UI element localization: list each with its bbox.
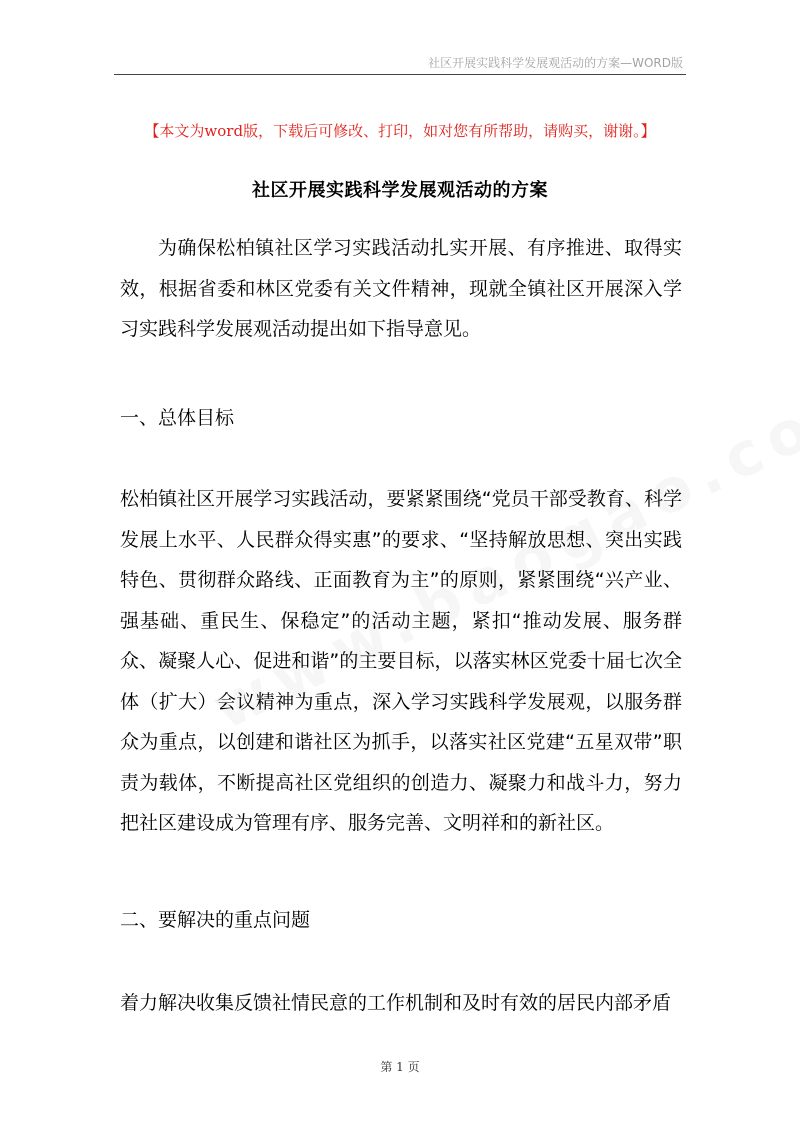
intro-paragraph: 为确保松柏镇社区学习实践活动扎实开展、有序推进、取得实效，根据省委和林区党委有关文件精神，现就全镇社区开展深入学习实践科学发展观活动提出如下指导意见。 [120, 237, 682, 340]
document-title: 社区开展实践科学发展观活动的方案 [252, 180, 548, 201]
section-heading-key-issues: 二、要解决的重点问题 [120, 909, 311, 931]
page-number: 第 1 页 [380, 1060, 420, 1074]
purchase-notice: 【本文为word版，下载后可修改、打印，如对您有所帮助，请购买，谢谢。】 [144, 122, 656, 140]
header-divider [114, 74, 686, 75]
section-body-key-issues: 着力解决收集反馈社情民意的工作机制和及时有效的居民内部矛盾 [120, 992, 672, 1014]
running-header: 社区开展实践科学发展观活动的方案—WORD版 [428, 56, 683, 70]
section-body-goals: 松柏镇社区开展学习实践活动，要紧紧围绕“党员干部受教育、科学发展上水平、人民群众得实惠”的要求、“坚持解放思想、突出实践特色、贯彻群众路线、正面教育为主”的原则，紧紧围绕“兴产业、强基础、重民生、保稳定”的活动主题，紧扣“推动发展、服务群众、凝聚人心、促进和谐”的主要目标，以落实林区党委十届七次全体（扩大）会议精神为重点，深入学习实践科学发展观，以服务群众为重点，以创建和谐社区为抓手，以落实社区党建“五星双带”职责为载体，不断提高社区党组织的创造力、凝聚力和战斗力，努力把社区建设成为管理有序、服务完善、文明祥和的新社区。 [120, 488, 682, 834]
section-heading-goals: 一、总体目标 [120, 407, 235, 429]
